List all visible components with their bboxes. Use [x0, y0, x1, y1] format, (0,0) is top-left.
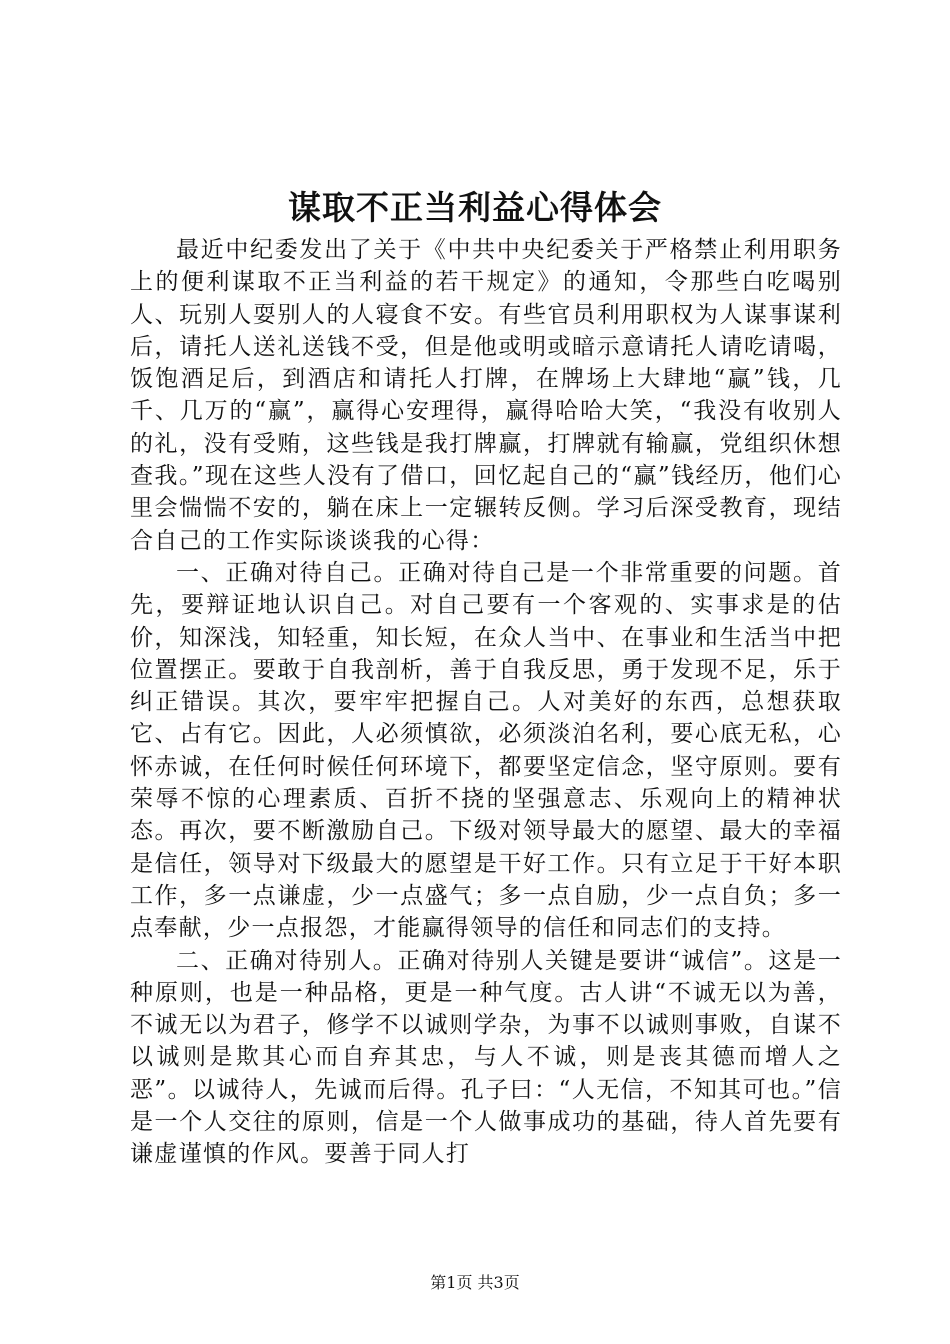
- paragraph-section-2: 二、正确对待别人。正确对待别人关键是要讲“诚信”。这是一种原则，也是一种品格，更是一种气度。古人讲“不诚无以为善，不诚无以为君子，修学不以诚则学杂，为事不以诚则事败，自谋不以诚则是欺其心而自弃其忠，与人不诚，则是丧其德而增人之恶”。以诚待人，先诚而后得。孔子曰：“人无信，不知其可也。”信是一个人交往的原则，信是一个人做事成功的基础，待人首先要有谦虚谨慎的作风。要善于同人打: [130, 947, 842, 1168]
- paragraph-intro: 最近中纪委发出了关于《中共中央纪委关于严格禁止利用职务上的便利谋取不正当利益的若干规定》的通知，令那些白吃喝别人、玩别人耍别人的人寝食不安。有些官员利用职权为人谋事谋利后，请托人送礼送钱不受，但是他或明或暗示意请托人请吃请喝，饭饱酒足后，到酒店和请托人打牌，在牌场上大肆地“赢”钱，几千、几万的“赢”，赢得心安理得，赢得哈哈大笑，“我没有收别人的礼，没有受贿，这些钱是我打牌赢，打牌就有输赢，党组织休想查我。”现在这些人没有了借口，回忆起自己的“赢”钱经历，他们心里会惴惴不安的，躺在床上一定辗转反侧。学习后深受教育，现结合自己的工作实际谈谈我的心得：: [130, 237, 842, 554]
- document-title: 谋取不正当利益心得体会: [288, 188, 662, 227]
- paragraph-section-1: 一、正确对待自己。正确对待自己是一个非常重要的问题。首先，要辩证地认识自己。对自己要有一个客观的、实事求是的估价，知深浅，知轻重，知长短，在众人当中、在事业和生活当中把位置摆正。要敢于自我剖析，善于自我反思，勇于发现不足，乐于纠正错误。其次，要牢牢把握自己。人对美好的东西，总想获取它、占有它。因此，人必须慎欲，必须淡泊名利，要心底无私，心怀赤诚，在任何时候任何环境下，都要坚定信念，坚守原则。要有荣辱不惊的心理素质、百折不挠的坚强意志、乐观向上的精神状态。再次，要不断激励自己。下级对领导最大的愿望、最大的幸福是信任，领导对下级最大的愿望是干好工作。只有立足于干好本职工作，多一点谦虚，少一点盛气；多一点自励，少一点自负；多一点奉献，少一点报怨，才能赢得领导的信任和同志们的支持。: [130, 559, 842, 942]
- document-body: [130, 234, 842, 1171]
- page-footer: 第1页 共3页: [430, 1273, 520, 1292]
